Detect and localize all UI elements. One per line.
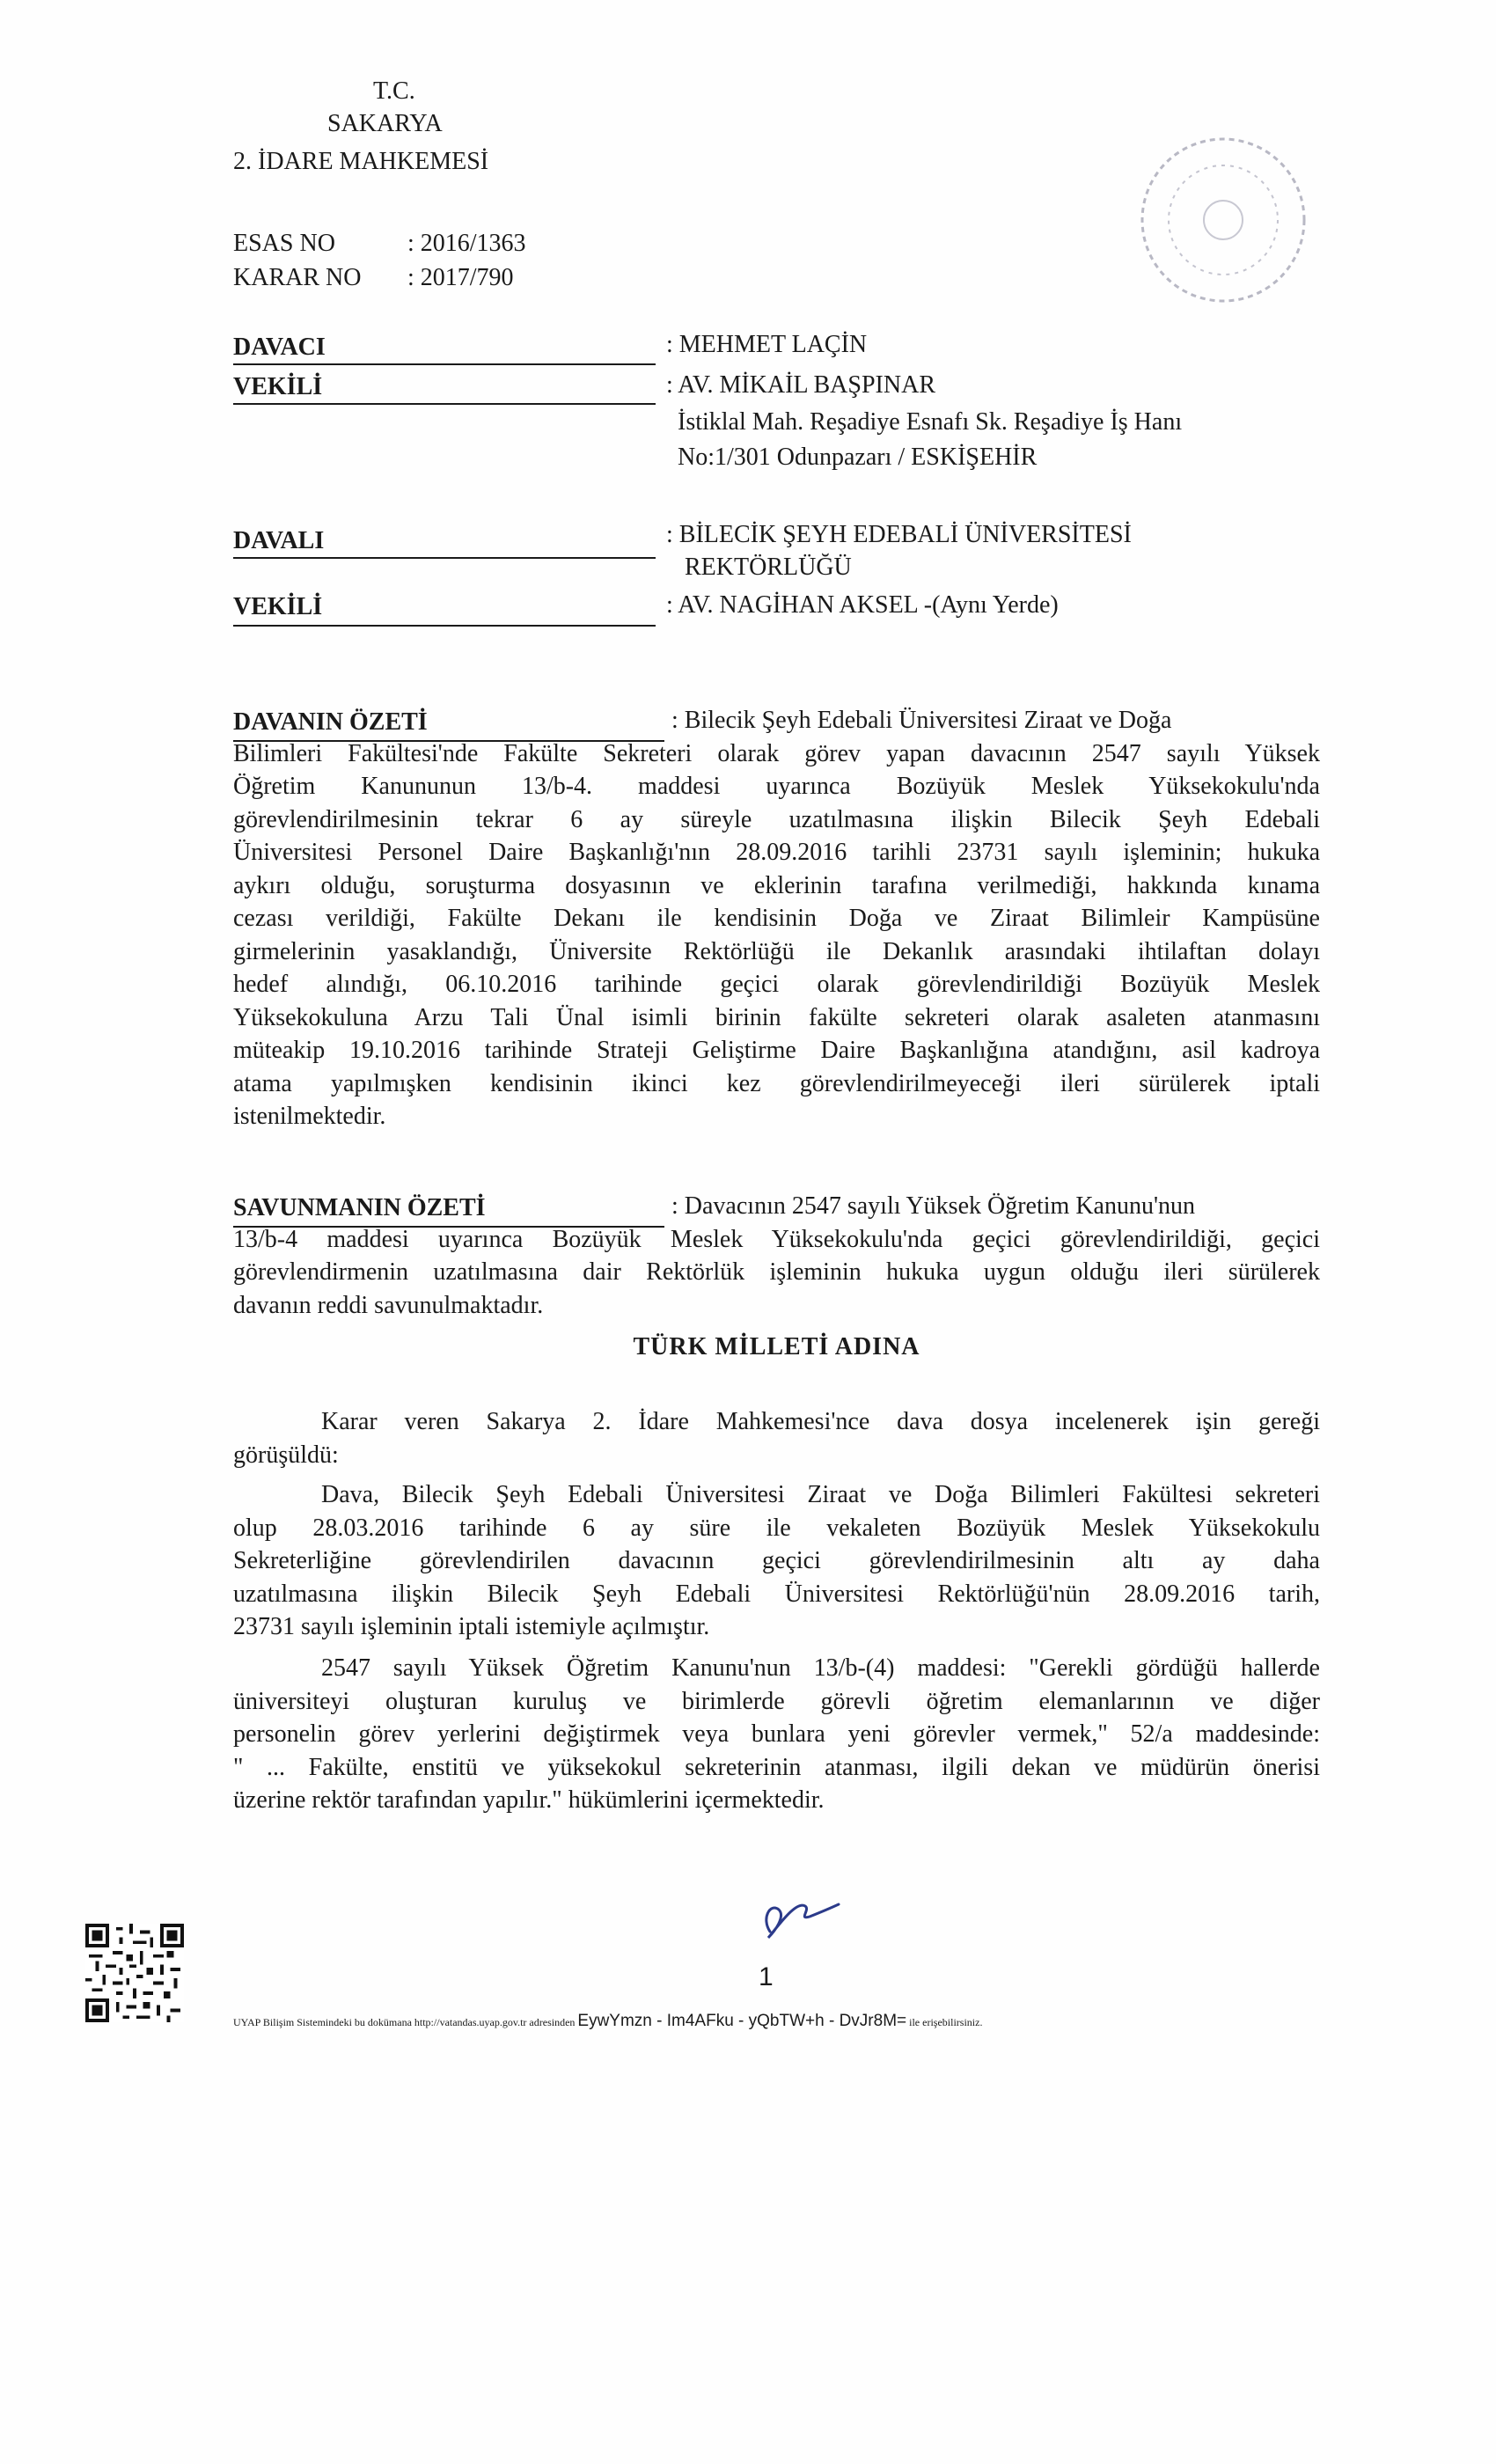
davali-value-1: : BİLECİK ŞEYH EDEBALİ ÜNİVERSİTESİ (666, 521, 1132, 548)
summary-label: DAVANIN ÖZETİ (233, 708, 428, 736)
summary-line: Yüksekokuluna Arzu Tali Ünal isimli birinin fakülte sekreteri olarak asaleten atanmasını (233, 1003, 1320, 1031)
davali-vekil-value: : AV. NAGİHAN AKSEL -(Aynı Yerde) (666, 591, 1059, 619)
decision-line: Sekreterliğine görevlendirilen davacının geçici görevlendirilmesinin altı ay daha (233, 1547, 1320, 1574)
summary-line: müteakip 19.10.2016 tarihinde Strateji Geliştirme Daire Başkanlığına atandığını, asil kadroya (233, 1037, 1320, 1064)
davali-value-2: REKTÖRLÜĞÜ (685, 554, 852, 581)
decision-line: personelin görev yerlerini değiştirmek veya bunlara yeni görevler vermek," 52/a maddesinde: (233, 1720, 1320, 1748)
footer-prefix: UYAP Bilişim Sistemindeki bu dokümana http://vatandas.uyap.gov.tr adresinden (233, 2016, 576, 2028)
decision-line: Karar veren Sakarya 2. İdare Mahkemesi'nce dava dosya incelenerek işin gereği (321, 1408, 1320, 1435)
uyap-footer (233, 2012, 982, 2031)
decision-line: üzerine rektör tarafından yapılır." hükümlerini içermektedir. (233, 1786, 825, 1814)
header-city: SAKARYA (327, 110, 443, 137)
defense-text (233, 1190, 1320, 1322)
summary-line: hedef alındığı, 06.10.2016 tarihinde geçici olarak görevlendirildiği Bozüyük Meslek (233, 971, 1320, 998)
defense-line: görevlendirmenin uzatılmasına dair Rektörlük işleminin hukuka uygun olduğu ileri sürülerek (233, 1258, 1320, 1286)
summary-line: girmelerinin yasaklandığı, Üniversite Rektörlüğü ile Dekanlık arasındaki ihtilaftan dolayı (233, 937, 1320, 965)
summary-line: Bilimleri Fakültesi'nde Fakülte Sekreteri olarak görev yapan davacının 2547 sayılı Yüksek (233, 739, 1320, 767)
davaci-vekil-address-1: İstiklal Mah. Reşadiye Esnafı Sk. Reşadiye İş Hanı (678, 408, 1183, 436)
decision-title: TÜRK MİLLETİ ADINA (633, 1333, 920, 1360)
decision-paragraph-3 (233, 1652, 1320, 1817)
davaci-vekil-address-2: No:1/301 Odunpazarı / ESKİŞEHİR (678, 444, 1038, 471)
page-number: 1 (759, 1962, 774, 1991)
summary-line: Üniversitesi Personel Daire Başkanlığı'nın 28.09.2016 tarihli 23731 sayılı işleminin; hukuka (233, 839, 1320, 866)
decision-paragraph-2 (233, 1478, 1320, 1644)
footer-code: EywYmzn - Im4AFku - yQbTW+h - DvJr8M= (577, 2012, 907, 2030)
davali-vekil-underline (233, 625, 656, 627)
davali-underline (233, 557, 656, 559)
decision-line: görüşüldü: (233, 1441, 339, 1469)
header-court: 2. İDARE MAHKEMESİ (233, 148, 489, 175)
summary-line: cezası verildiği, Fakülte Dekanı ile kendisinin Doğa ve Ziraat Bilimleir Kampüsüne (233, 905, 1320, 932)
esas-value: : 2016/1363 (407, 230, 526, 257)
decision-line: olup 28.03.2016 tarihinde 6 ay süre ile vekaleten Bozüyük Meslek Yüksekokulu (233, 1514, 1320, 1542)
decision-line: 23731 sayılı işleminin iptali istemiyle açılmıştır. (233, 1613, 710, 1640)
decision-line: üniversiteyi oluşturan kuruluş ve birimlerde görevli öğretim elemanlarının ve diğer (233, 1687, 1320, 1715)
karar-label: KARAR NO (233, 264, 362, 291)
defense-label: SAVUNMANIN ÖZETİ (233, 1194, 486, 1221)
davali-vekil-label: VEKİLİ (233, 593, 323, 620)
davali-label: DAVALI (233, 527, 325, 554)
qr-code-icon (85, 1924, 184, 2022)
summary-line: Öğretim Kanununun 13/b-4. maddesi uyarınca Bozüyük Meslek Yüksekokulu'nda (233, 773, 1320, 800)
defense-line: : Davacının 2547 sayılı Yüksek Öğretim Kanunu'nun (671, 1192, 1196, 1220)
summary-line: istenilmektedir. (233, 1103, 386, 1130)
esas-label: ESAS NO (233, 230, 335, 257)
decision-paragraph-1 (233, 1405, 1320, 1471)
decision-line: " ... Fakülte, enstitü ve yüksekokul sekreterinin atanması, ilgili dekan ve müdürün önerisi (233, 1753, 1320, 1781)
davaci-vekil-value: : AV. MİKAİL BAŞPINAR (666, 371, 935, 399)
decision-line: Dava, Bilecik Şeyh Edebali Üniversitesi Ziraat ve Doğa Bilimleri Fakültesi sekreteri (321, 1481, 1320, 1508)
initials-signature-icon (744, 1883, 849, 1949)
footer-suffix: ile erişebilirsiniz. (909, 2016, 983, 2028)
summary-line: : Bilecik Şeyh Edebali Üniversitesi Ziraat ve Doğa (671, 707, 1172, 734)
summary-line: atama yapılmışken kendisinin ikinci kez görevlendirilmeyeceği ileri sürülerek iptali (233, 1069, 1320, 1097)
summary-line: görevlendirilmesinin tekrar 6 ay süreyle uzatılmasına ilişkin Bilecik Şeyh Edebali (233, 805, 1320, 833)
court-seal-icon (1135, 132, 1311, 308)
davaci-vekil-label: VEKİLİ (233, 373, 323, 400)
karar-value: : 2017/790 (407, 264, 514, 291)
summary-line: aykırı olduğu, soruşturma dosyasının ve eklerinin tarafına verilmediği, hakkında kınama (233, 871, 1320, 899)
davaci-underline (233, 363, 656, 365)
decision-line: uzatılmasına ilişkin Bilecik Şeyh Edebali Üniversitesi Rektörlüğü'nün 28.09.2016 tarih, (233, 1580, 1320, 1608)
decision-line: 2547 sayılı Yüksek Öğretim Kanunu'nun 13/b-(4) maddesi: "Gerekli gördüğü hallerde (321, 1654, 1320, 1682)
davaci-vekil-underline (233, 403, 656, 405)
davaci-value: : MEHMET LAÇİN (666, 331, 868, 358)
davaci-label: DAVACI (233, 334, 326, 361)
defense-line: 13/b-4 maddesi uyarınca Bozüyük Meslek Yüksekokulu'nda geçici görevlendirildiği, geçici (233, 1225, 1320, 1253)
defense-line: davanın reddi savunulmaktadır. (233, 1291, 544, 1319)
header-country: T.C. (373, 77, 415, 105)
summary-text (233, 704, 1320, 1133)
